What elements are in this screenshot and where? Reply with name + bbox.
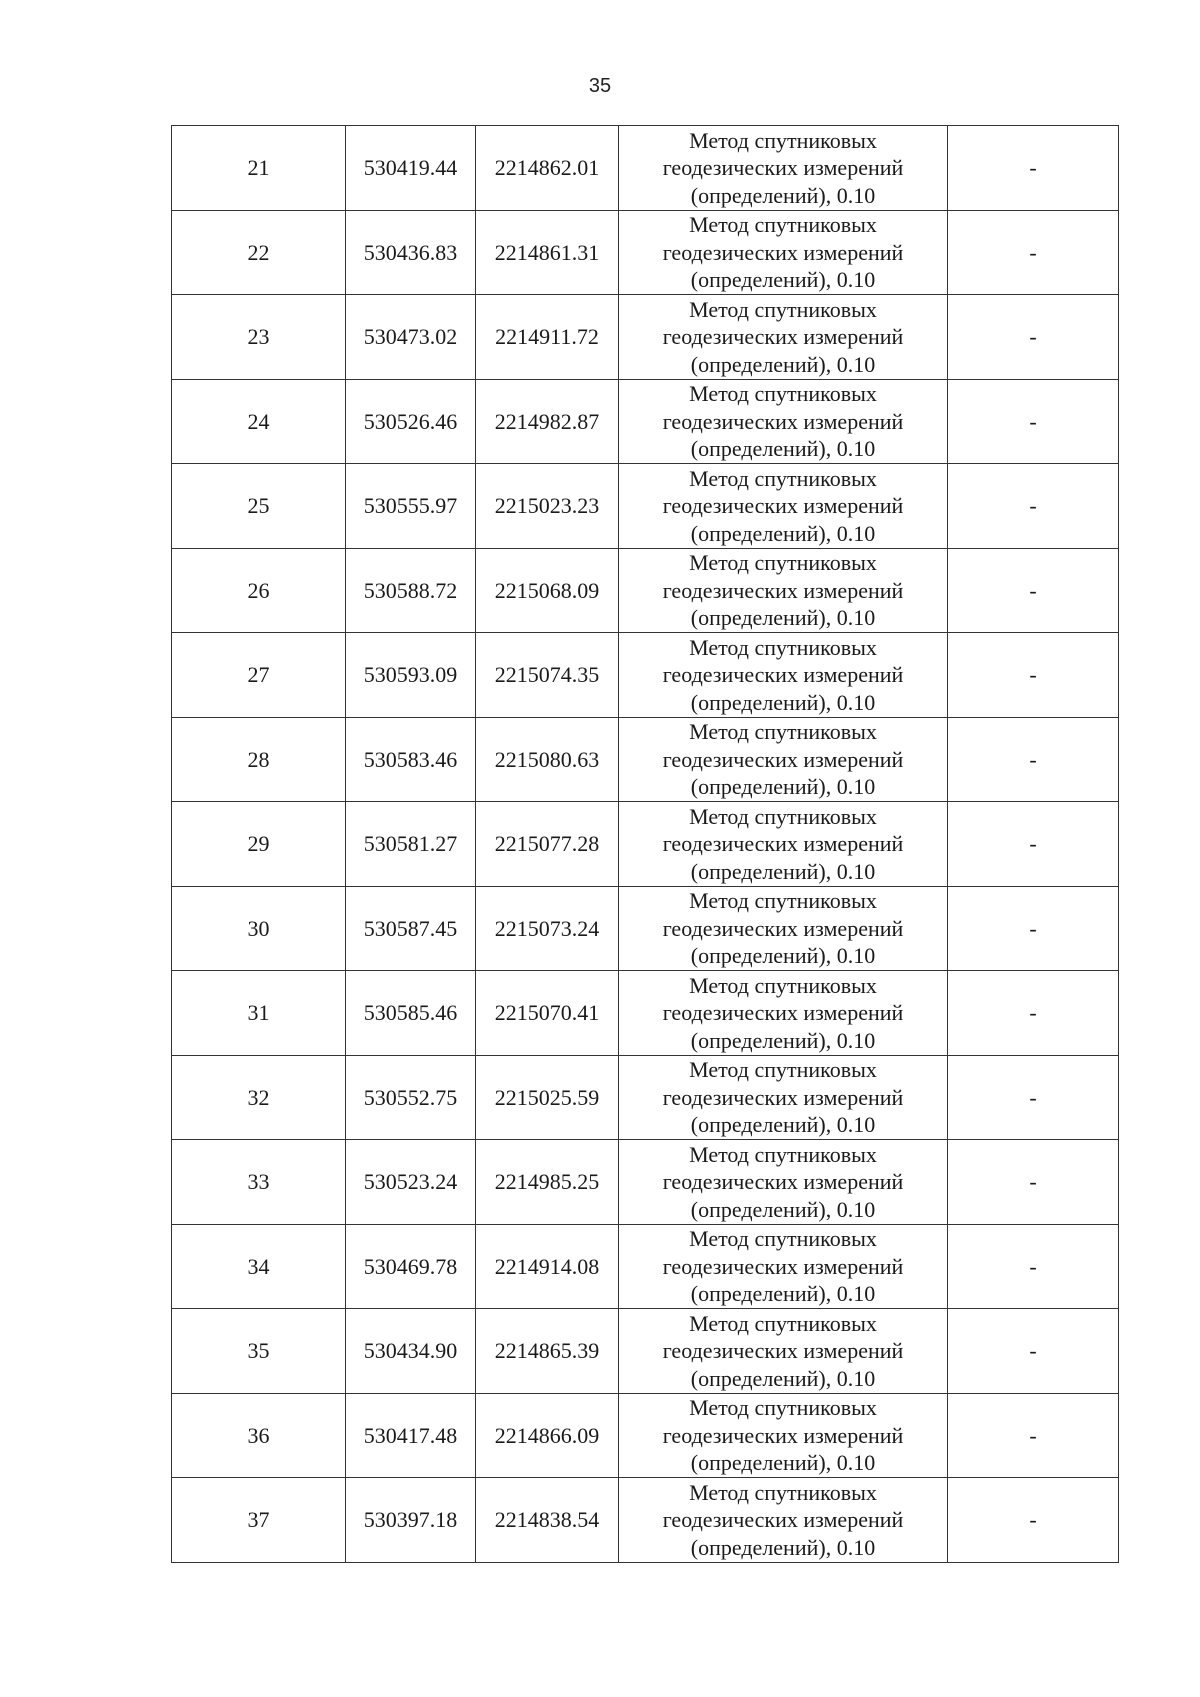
x-coordinate-cell: 530434.90 — [346, 1309, 476, 1394]
point-description-cell: - — [948, 295, 1119, 380]
x-coordinate-cell: 530585.46 — [346, 971, 476, 1056]
x-coordinate-cell: 530523.24 — [346, 1140, 476, 1225]
method-accuracy-cell: Метод спутниковых геодезических измерений (определений), 0.10 — [619, 1478, 948, 1563]
table-row — [172, 379, 1119, 464]
method-accuracy-cell: Метод спутниковых геодезических измерений (определений), 0.10 — [619, 548, 948, 633]
x-coordinate-cell: 530417.48 — [346, 1393, 476, 1478]
point-description-cell: - — [948, 1309, 1119, 1394]
table-row — [172, 1224, 1119, 1309]
point-description-cell: - — [948, 633, 1119, 718]
x-coordinate-cell: 530555.97 — [346, 464, 476, 549]
y-coordinate-cell: 2214862.01 — [476, 126, 619, 211]
point-number-cell: 27 — [172, 633, 346, 718]
point-description-cell: - — [948, 548, 1119, 633]
point-description-cell: - — [948, 210, 1119, 295]
x-coordinate-cell: 530419.44 — [346, 126, 476, 211]
table-row — [172, 1140, 1119, 1225]
x-coordinate-cell: 530397.18 — [346, 1478, 476, 1563]
y-coordinate-cell: 2214982.87 — [476, 379, 619, 464]
point-number-cell: 35 — [172, 1309, 346, 1394]
method-accuracy-cell: Метод спутниковых геодезических измерений (определений), 0.10 — [619, 971, 948, 1056]
point-number-cell: 34 — [172, 1224, 346, 1309]
y-coordinate-cell: 2214914.08 — [476, 1224, 619, 1309]
point-number-cell: 30 — [172, 886, 346, 971]
table-row — [172, 295, 1119, 380]
x-coordinate-cell: 530587.45 — [346, 886, 476, 971]
point-number-cell: 32 — [172, 1055, 346, 1140]
table-row — [172, 802, 1119, 887]
y-coordinate-cell: 2215070.41 — [476, 971, 619, 1056]
method-accuracy-cell: Метод спутниковых геодезических измерений (определений), 0.10 — [619, 210, 948, 295]
point-description-cell: - — [948, 379, 1119, 464]
point-number-cell: 23 — [172, 295, 346, 380]
x-coordinate-cell: 530583.46 — [346, 717, 476, 802]
point-description-cell: - — [948, 1224, 1119, 1309]
point-number-cell: 37 — [172, 1478, 346, 1563]
coordinates-table — [171, 125, 1119, 1563]
table-row — [172, 1478, 1119, 1563]
point-description-cell: - — [948, 717, 1119, 802]
method-accuracy-cell: Метод спутниковых геодезических измерений (определений), 0.10 — [619, 633, 948, 718]
table-row — [172, 717, 1119, 802]
point-number-cell: 21 — [172, 126, 346, 211]
point-description-cell: - — [948, 971, 1119, 1056]
y-coordinate-cell: 2214911.72 — [476, 295, 619, 380]
point-number-cell: 28 — [172, 717, 346, 802]
y-coordinate-cell: 2215077.28 — [476, 802, 619, 887]
point-description-cell: - — [948, 1140, 1119, 1225]
x-coordinate-cell: 530436.83 — [346, 210, 476, 295]
point-description-cell: - — [948, 1393, 1119, 1478]
method-accuracy-cell: Метод спутниковых геодезических измерений (определений), 0.10 — [619, 1055, 948, 1140]
method-accuracy-cell: Метод спутниковых геодезических измерений (определений), 0.10 — [619, 886, 948, 971]
point-number-cell: 26 — [172, 548, 346, 633]
method-accuracy-cell: Метод спутниковых геодезических измерений (определений), 0.10 — [619, 126, 948, 211]
table-row — [172, 464, 1119, 549]
method-accuracy-cell: Метод спутниковых геодезических измерений (определений), 0.10 — [619, 379, 948, 464]
x-coordinate-cell: 530473.02 — [346, 295, 476, 380]
point-number-cell: 31 — [172, 971, 346, 1056]
point-number-cell: 24 — [172, 379, 346, 464]
x-coordinate-cell: 530593.09 — [346, 633, 476, 718]
table-row — [172, 633, 1119, 718]
y-coordinate-cell: 2214866.09 — [476, 1393, 619, 1478]
method-accuracy-cell: Метод спутниковых геодезических измерений (определений), 0.10 — [619, 295, 948, 380]
point-description-cell: - — [948, 1055, 1119, 1140]
y-coordinate-cell: 2214861.31 — [476, 210, 619, 295]
y-coordinate-cell: 2215023.23 — [476, 464, 619, 549]
point-description-cell: - — [948, 126, 1119, 211]
method-accuracy-cell: Метод спутниковых геодезических измерений (определений), 0.10 — [619, 1140, 948, 1225]
method-accuracy-cell: Метод спутниковых геодезических измерений (определений), 0.10 — [619, 464, 948, 549]
point-number-cell: 33 — [172, 1140, 346, 1225]
coordinates-table-body — [172, 126, 1119, 1563]
table-row — [172, 1055, 1119, 1140]
method-accuracy-cell: Метод спутниковых геодезических измерений (определений), 0.10 — [619, 1393, 948, 1478]
table-row — [172, 1393, 1119, 1478]
x-coordinate-cell: 530588.72 — [346, 548, 476, 633]
point-description-cell: - — [948, 802, 1119, 887]
method-accuracy-cell: Метод спутниковых геодезических измерений (определений), 0.10 — [619, 1309, 948, 1394]
y-coordinate-cell: 2214865.39 — [476, 1309, 619, 1394]
y-coordinate-cell: 2214838.54 — [476, 1478, 619, 1563]
page-number: 35 — [588, 75, 612, 97]
table-row — [172, 1309, 1119, 1394]
x-coordinate-cell: 530469.78 — [346, 1224, 476, 1309]
x-coordinate-cell: 530526.46 — [346, 379, 476, 464]
point-description-cell: - — [948, 464, 1119, 549]
point-number-cell: 36 — [172, 1393, 346, 1478]
method-accuracy-cell: Метод спутниковых геодезических измерений (определений), 0.10 — [619, 717, 948, 802]
y-coordinate-cell: 2215074.35 — [476, 633, 619, 718]
x-coordinate-cell: 530552.75 — [346, 1055, 476, 1140]
x-coordinate-cell: 530581.27 — [346, 802, 476, 887]
method-accuracy-cell: Метод спутниковых геодезических измерений (определений), 0.10 — [619, 1224, 948, 1309]
point-description-cell: - — [948, 1478, 1119, 1563]
y-coordinate-cell: 2215068.09 — [476, 548, 619, 633]
point-number-cell: 22 — [172, 210, 346, 295]
point-description-cell: - — [948, 886, 1119, 971]
table-row — [172, 886, 1119, 971]
y-coordinate-cell: 2215073.24 — [476, 886, 619, 971]
point-number-cell: 29 — [172, 802, 346, 887]
table-row — [172, 126, 1119, 211]
table-row — [172, 210, 1119, 295]
y-coordinate-cell: 2214985.25 — [476, 1140, 619, 1225]
table-row — [172, 548, 1119, 633]
table-row — [172, 971, 1119, 1056]
y-coordinate-cell: 2215080.63 — [476, 717, 619, 802]
method-accuracy-cell: Метод спутниковых геодезических измерений (определений), 0.10 — [619, 802, 948, 887]
y-coordinate-cell: 2215025.59 — [476, 1055, 619, 1140]
point-number-cell: 25 — [172, 464, 346, 549]
